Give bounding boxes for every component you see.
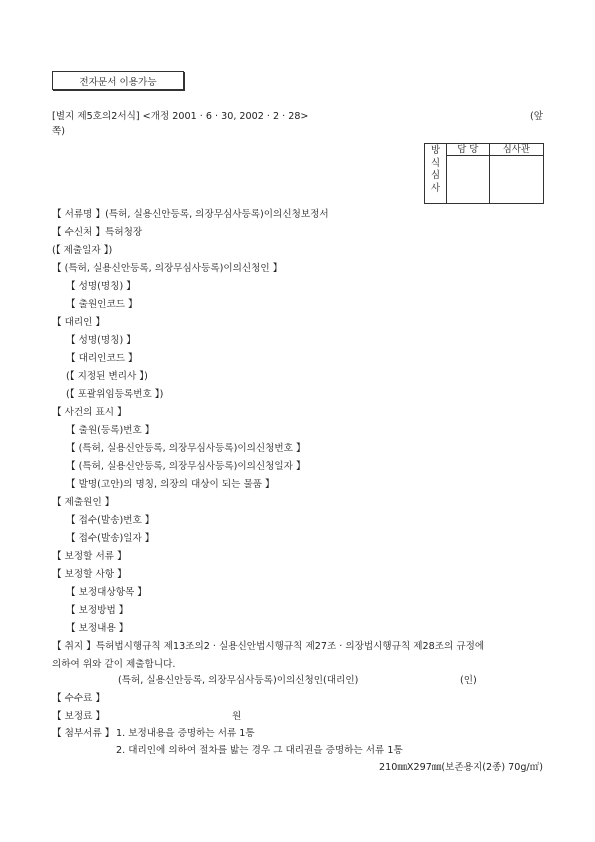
- officer-header: 담 당: [447, 144, 490, 156]
- submission-date: (【 제출일자 】): [52, 245, 113, 256]
- opposition-date: 【 (특허, 실용신안등록, 의장무심사등록)이의신청일자 】: [66, 461, 306, 472]
- general-power-number: (【 포괄위임등록번호 】): [66, 389, 164, 400]
- agent: 【 대리인 】: [52, 317, 106, 328]
- submission-cause: 【 제출원인 】: [52, 497, 115, 508]
- attachments-label: 【 첨부서류 】: [52, 728, 115, 739]
- purpose-statement: 【 취지 】특허법시행규칙 제13조의2 · 실용신안법시행규칙 제27조 · 의장법시행규칙 제28조의 규정에: [52, 641, 485, 652]
- electronic-document-stamp: 전자문서 이용가능: [52, 71, 184, 90]
- invention-title: 【 발명(고안)의 명칭, 의장의 대상이 되는 물품 】: [66, 479, 275, 490]
- opposition-applicant: 【 (특허, 실용신안등록, 의장무심사등록)이의신청인 】: [52, 263, 283, 274]
- recipient: 【 수신처 】특허청장: [52, 227, 143, 238]
- agent-code: 【 대리인코드 】: [66, 353, 138, 364]
- page-side-label-cont: 쪽): [52, 126, 66, 137]
- receipt-number: 【 접수(발송)번호 】: [66, 515, 155, 526]
- examiner-cell: [489, 156, 543, 204]
- applicant-name: 【 성명(명칭) 】: [66, 281, 136, 292]
- correction-fee-label: 【 보정료 】: [52, 711, 106, 722]
- amendment-method: 【 보정방법 】: [66, 605, 129, 616]
- page-side-label: (앞: [530, 111, 544, 122]
- examiner-header: 심사관: [489, 144, 543, 156]
- review-box: [424, 143, 544, 204]
- review-method-label: 방 식 심 사: [425, 144, 447, 204]
- application-number: 【 출원(등록)번호 】: [66, 425, 155, 436]
- attachment-item-2: 2. 대리인에 의하여 절차를 밟는 경우 그 대리권을 증명하는 서류 1통: [116, 745, 403, 756]
- matters-to-amend: 【 보정할 사항 】: [52, 569, 127, 580]
- seal-mark: (인): [460, 675, 477, 686]
- document-to-amend: 【 보정할 서류 】: [52, 551, 127, 562]
- agent-name: 【 성명(명칭) 】: [66, 335, 136, 346]
- receipt-date: 【 접수(발송)일자 】: [66, 533, 155, 544]
- amendment-item: 【 보정대상항목 】: [66, 587, 147, 598]
- applicant-code: 【 출원인코드 】: [66, 299, 138, 310]
- document-name: 【 서류명 】(특허, 실용신안등록, 의장무심사등록)이의신청보정서: [52, 209, 329, 220]
- opposition-number: 【 (특허, 실용신안등록, 의장무심사등록)이의신청번호 】: [66, 443, 306, 454]
- correction-fee-unit: 원: [232, 711, 242, 722]
- case-indication: 【 사건의 표시 】: [52, 407, 127, 418]
- form-header: [별지 제5호의2서식] <개정 2001 · 6 · 30, 2002 · 2 · 28>: [52, 111, 309, 122]
- attachment-item-1: 1. 보정내용을 증명하는 서류 1통: [116, 728, 255, 739]
- purpose-statement-cont: 의하여 위와 같이 제출합니다.: [52, 659, 176, 670]
- amendment-content: 【 보정내용 】: [66, 623, 129, 634]
- paper-specification: 210㎜X297㎜(보존용지(2종) 70g/㎡): [379, 762, 543, 773]
- officer-cell: [447, 156, 490, 204]
- designated-patent-attorney: (【 지정된 변리사 】): [66, 371, 148, 382]
- fee-label: 【 수수료 】: [52, 693, 106, 704]
- applicant-signature: (특허, 실용신안등록, 의장무심사등록)이의신청인(대리인): [118, 675, 359, 686]
